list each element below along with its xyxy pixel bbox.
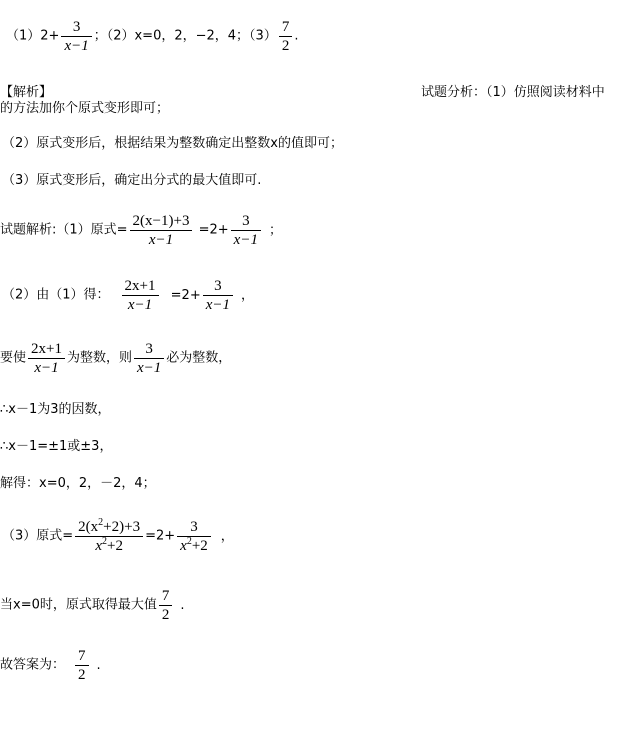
fraction-denominator bbox=[177, 537, 211, 555]
exponent: 2 bbox=[101, 536, 107, 547]
fraction-numerator: 2x+1 bbox=[122, 277, 159, 296]
step2-prefix: （2）由（1）得： bbox=[2, 287, 110, 303]
fraction-denominator: 2 bbox=[281, 38, 290, 54]
step8-fraction bbox=[159, 587, 173, 624]
step1-fraction bbox=[130, 212, 193, 249]
fraction-numerator: 3 bbox=[61, 18, 91, 37]
solution-step4: ∴x－1为3的因数， bbox=[0, 402, 111, 417]
denominator-part: +2 bbox=[106, 538, 123, 554]
final-answer bbox=[0, 647, 101, 684]
step3-end: 必为整数， bbox=[166, 350, 232, 366]
step2-fraction bbox=[122, 277, 159, 314]
answer-end: . bbox=[294, 28, 299, 44]
fraction-numerator: 3 bbox=[231, 212, 261, 231]
answer-part2: ；（2）x=0，2，−2，4；（3） bbox=[93, 28, 277, 44]
fraction-denominator bbox=[75, 537, 143, 555]
fraction-denominator: x−1 bbox=[127, 297, 153, 313]
numerator-part: 2(x bbox=[78, 519, 99, 535]
analysis-wrap-text: 的方法加你个原式变形即可； bbox=[0, 101, 170, 116]
fraction-numerator: 3 bbox=[203, 277, 233, 296]
denominator-part: +2 bbox=[191, 538, 208, 554]
step1-prefix: 试题解析:（1）原式= bbox=[0, 222, 128, 238]
fraction-numerator: 2x+1 bbox=[28, 340, 65, 359]
step2-fraction-2 bbox=[203, 277, 233, 314]
fraction-denominator: x−1 bbox=[205, 297, 230, 313]
step1-end: ； bbox=[268, 222, 282, 238]
fraction-denominator: x−1 bbox=[137, 360, 162, 376]
step3-prefix: 要使 bbox=[0, 350, 27, 366]
step7-fraction-2 bbox=[177, 518, 211, 555]
solution-step7 bbox=[2, 518, 234, 555]
fraction-numerator: 7 bbox=[279, 18, 293, 37]
answer-line bbox=[6, 18, 298, 55]
fraction-denominator: x−1 bbox=[34, 360, 59, 376]
fraction-numerator: 3 bbox=[177, 518, 211, 537]
numerator-part: +2)+3 bbox=[103, 519, 141, 535]
step2-end: ， bbox=[241, 287, 255, 303]
step8-end: . bbox=[180, 597, 185, 613]
solution-step3 bbox=[0, 340, 231, 377]
fraction-denominator: x−1 bbox=[233, 232, 258, 248]
exponent: 2 bbox=[186, 536, 192, 547]
step7-equals: =2+ bbox=[145, 528, 176, 544]
solution-step6: 解得：x=0，2，－2，4； bbox=[0, 476, 156, 491]
step3-fraction-2 bbox=[134, 340, 164, 377]
step8-prefix: 当x=0时，原式取得最大值 bbox=[0, 597, 157, 613]
fraction-numerator bbox=[75, 518, 143, 537]
analysis-header: 【解析】 bbox=[0, 85, 53, 100]
solution-step1 bbox=[0, 212, 282, 249]
step1-equals: =2+ bbox=[198, 222, 229, 238]
analysis-step2: （2）原式变形后，根据结果为整数确定出整数x的值即可； bbox=[2, 136, 343, 151]
solution-step2 bbox=[2, 277, 254, 314]
step1-fraction-2 bbox=[231, 212, 261, 249]
step3-middle: 为整数，则 bbox=[66, 350, 132, 366]
solution-step8 bbox=[0, 587, 185, 624]
fraction-denominator: 2 bbox=[161, 607, 170, 623]
fraction-numerator: 7 bbox=[159, 587, 173, 606]
fraction-denominator: x−1 bbox=[64, 38, 89, 54]
analysis-step3: （3）原式变形后，确定出分式的最大值即可. bbox=[2, 173, 262, 188]
answer-fraction-1 bbox=[61, 18, 91, 55]
step7-fraction bbox=[75, 518, 143, 555]
final-answer-prefix: 故答案为： bbox=[0, 657, 66, 673]
denominator-part: x bbox=[180, 538, 187, 554]
step7-end: ， bbox=[220, 528, 234, 544]
answer-part1: （1）2+ bbox=[6, 28, 60, 44]
step2-equals: =2+ bbox=[170, 287, 201, 303]
fraction-denominator: 2 bbox=[78, 667, 86, 683]
fraction-numerator: 2(x−1)+3 bbox=[130, 212, 193, 231]
step7-prefix: （3）原式= bbox=[2, 528, 74, 544]
step3-fraction bbox=[28, 340, 65, 377]
fraction-denominator: x−1 bbox=[148, 232, 174, 248]
denominator-part: x bbox=[95, 538, 102, 554]
exponent: 2 bbox=[98, 517, 104, 528]
solution-step5: ∴x－1=±1或±3， bbox=[0, 439, 113, 454]
final-answer-end: . bbox=[96, 657, 101, 673]
fraction-numerator: 7 bbox=[75, 647, 89, 666]
analysis-right-text: 试题分析：（1）仿照阅读材料中 bbox=[421, 85, 605, 100]
final-answer-fraction bbox=[75, 647, 89, 684]
fraction-numerator: 3 bbox=[134, 340, 164, 359]
answer-fraction-2 bbox=[279, 18, 293, 55]
